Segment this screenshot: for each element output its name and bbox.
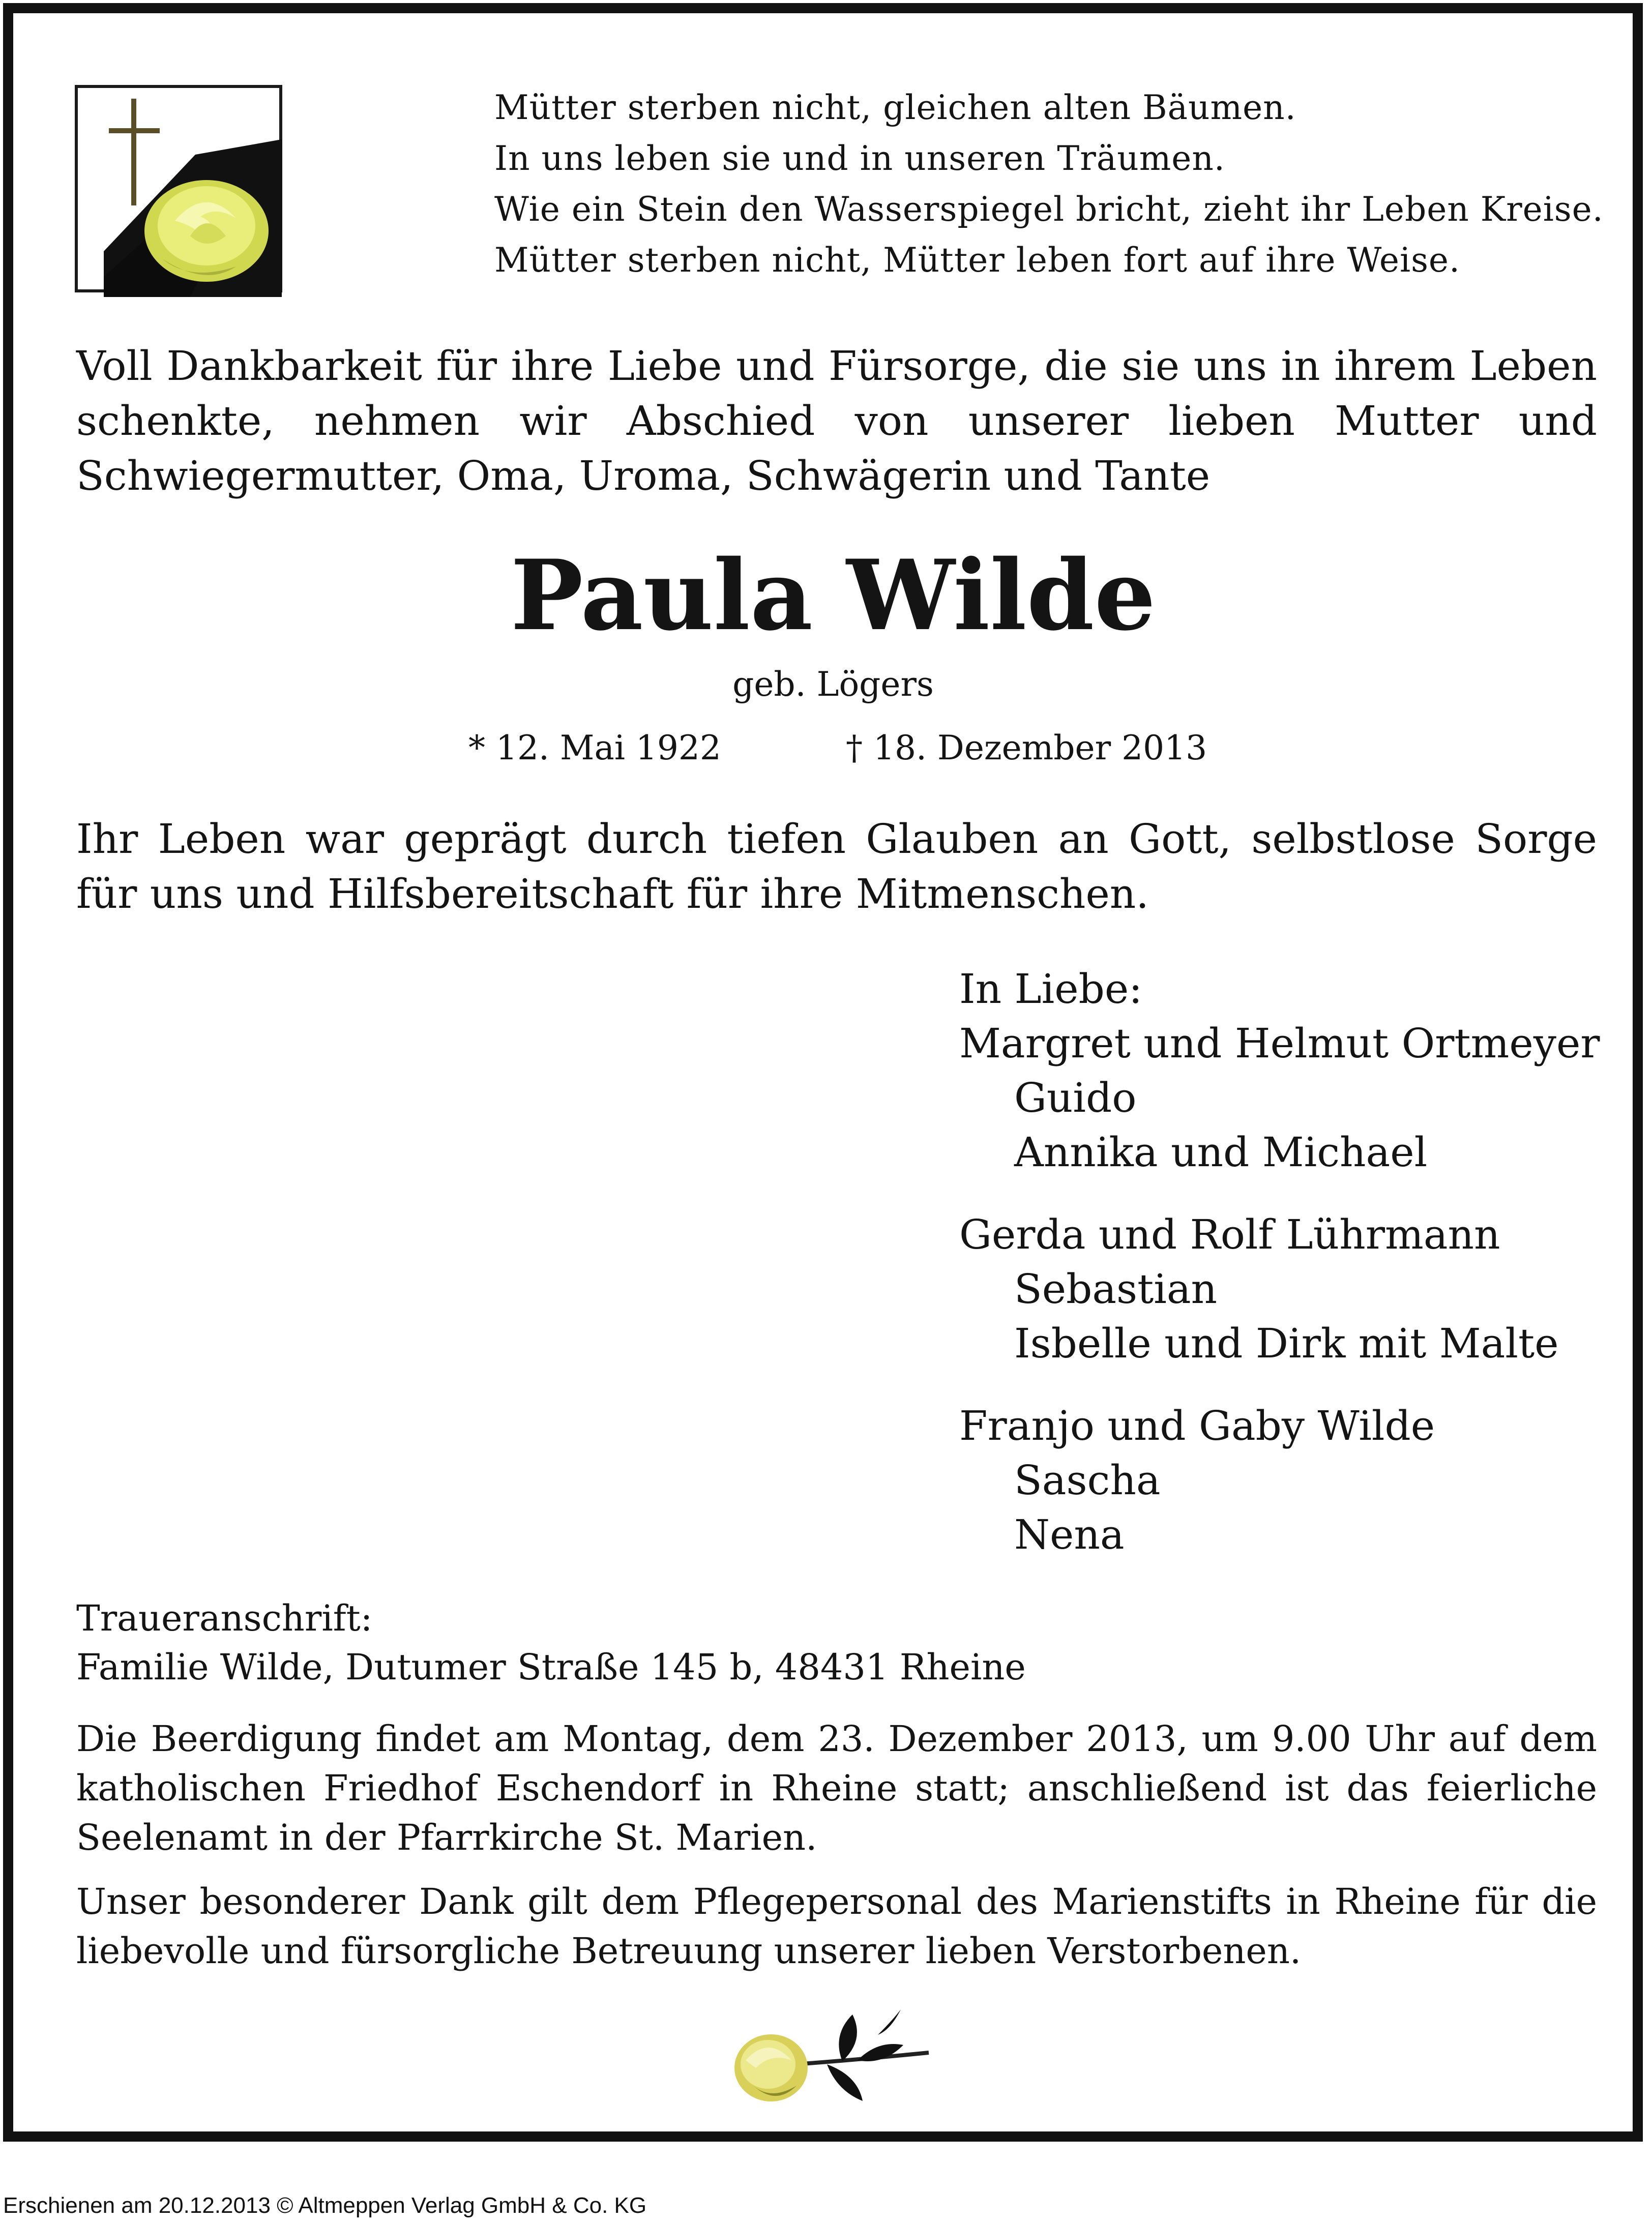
family-heading: In Liebe:	[959, 965, 1143, 1013]
mourning-address	[76, 1594, 1026, 1692]
family-member: Sebastian	[1014, 1265, 1218, 1313]
poem-line: Wie ein Stein den Wasserspiegel bricht, zieht ihr Leben Kreise.	[494, 190, 1604, 229]
family-list	[959, 962, 1600, 1562]
family-group	[959, 1016, 1600, 1179]
family-member: Sascha	[1014, 1457, 1161, 1504]
death-date: † 18. Dezember 2013	[846, 728, 1207, 767]
funeral-text: Die Beerdigung findet am Montag, dem 23. Dezember 2013, um 9.00 Uhr auf dem katholischen Friedhof Eschendorf in Rheine statt; anschließend ist das feierliche Seelenamt in der Pfarrkirche St. Marien.	[76, 1718, 1597, 1858]
family-group-head: Gerda und Rolf Lührmann	[959, 1211, 1500, 1258]
obituary-card	[3, 3, 1643, 2142]
family-group-head: Margret und Helmut Ortmeyer	[959, 1020, 1600, 1067]
thanks-text: Unser besonderer Dank gilt dem Pflegepersonal des Marienstifts in Rheine für die liebevolle und fürsorgliche Betreuung unserer lieben Verstorbenen.	[76, 1881, 1597, 1972]
family-member: Nena	[1014, 1511, 1125, 1558]
family-group	[959, 1399, 1600, 1562]
address-line: Familie Wilde, Dutumer Straße 145 b, 48431 Rheine	[76, 1646, 1026, 1688]
maiden-name: geb. Lögers	[732, 665, 934, 704]
family-member: Isbelle und Dirk mit Malte	[1014, 1320, 1559, 1367]
cross-with-rose-icon	[73, 83, 289, 297]
poem	[494, 82, 1604, 286]
family-group	[959, 1207, 1600, 1371]
family-member: Annika und Michael	[1014, 1129, 1428, 1176]
poem-line: Mütter sterben nicht, gleichen alten Bäumen.	[494, 88, 1296, 127]
deceased-name: Paula Wilde	[510, 539, 1156, 652]
poem-line: In uns leben sie und in unseren Träumen.	[494, 139, 1225, 178]
family-group-head: Franjo und Gaby Wilde	[959, 1402, 1435, 1449]
address-label: Traueranschrift:	[76, 1597, 373, 1639]
family-member: Guido	[1014, 1074, 1137, 1121]
life-text: Ihr Leben war geprägt durch tiefen Glauben an Gott, selbstlose Sorge für uns und Hilfsbereitschaft für ihre Mitmenschen.	[76, 815, 1597, 917]
birth-date: * 12. Mai 1922	[468, 728, 721, 767]
publication-footer: Erschienen am 20.12.2013 © Altmeppen Verlag GmbH & Co. KG	[3, 2193, 647, 2218]
poem-line: Mütter sterben nicht, Mütter leben fort auf ihre Weise.	[494, 241, 1460, 280]
rose-icon	[725, 2004, 939, 2111]
intro-text: Voll Dankbarkeit für ihre Liebe und Fürsorge, die sie uns in ihrem Leben schenkte, nehmen wir Abschied von unserer lieben Mutter und Schwiegermutter, Oma, Uroma, Schwägerin und Tante	[76, 342, 1597, 499]
